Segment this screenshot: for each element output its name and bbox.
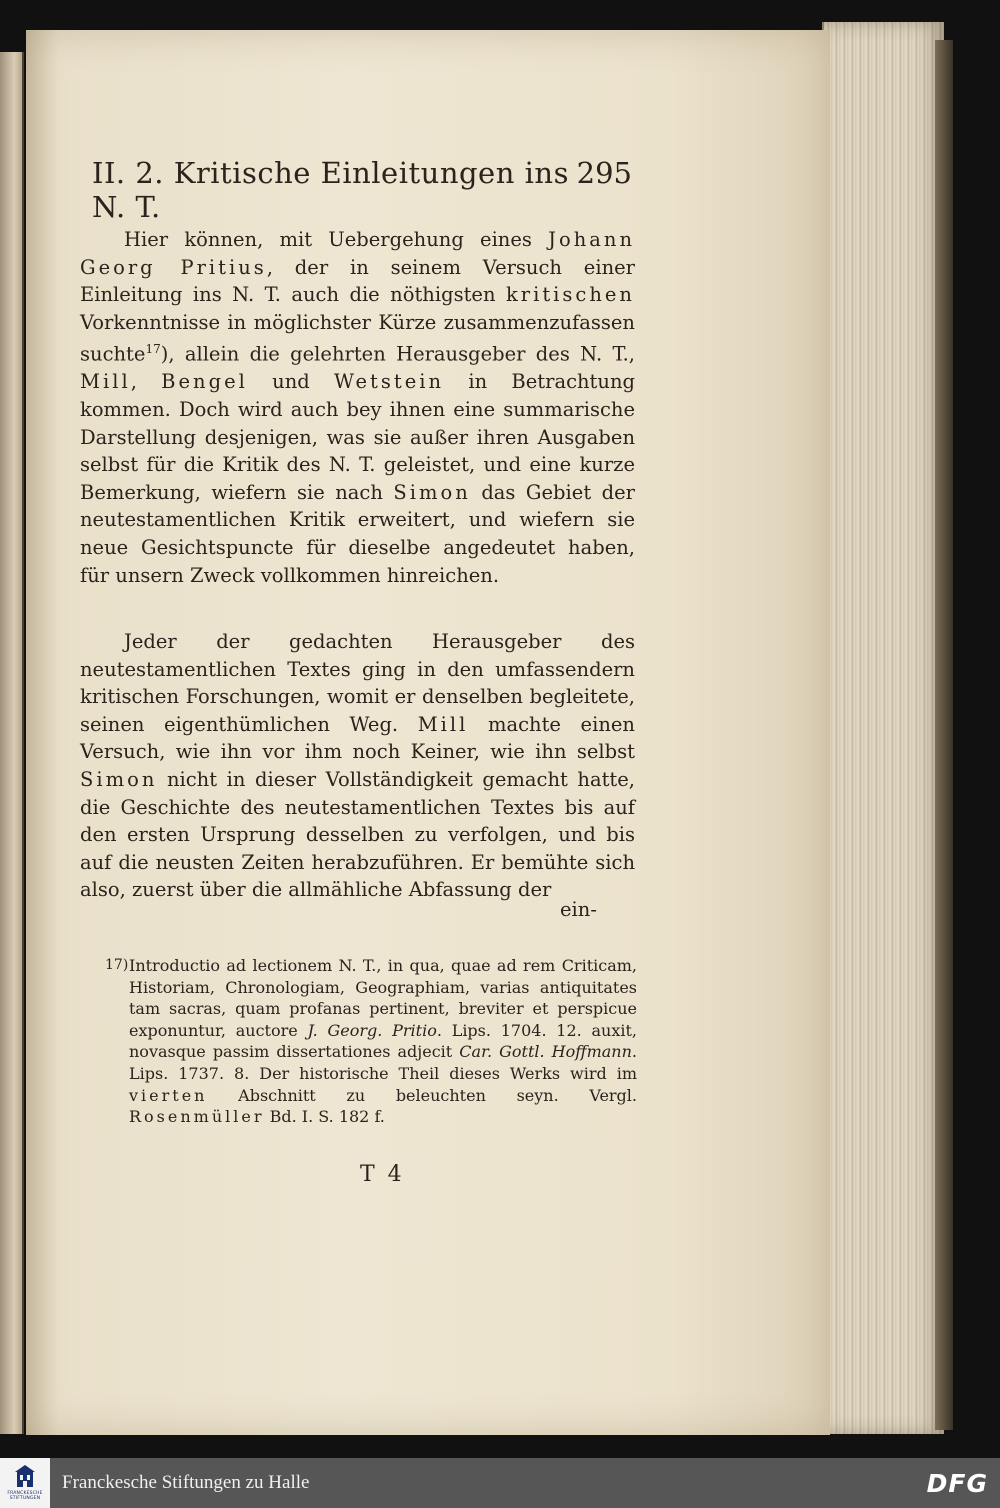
name-simon: Simon	[80, 767, 158, 791]
name-pritius: Johann Georg Pritius	[80, 228, 635, 279]
franckesche-logo[interactable]: FRANCKESCHE STIFTUNGEN	[0, 1458, 50, 1508]
name-mill: Mill	[417, 712, 469, 736]
running-header	[92, 156, 632, 224]
footnote: 17) Introductio ad lectionem N. T., in qua, quae ad rem Criticam, Historiam, Chronologiam, Geographiam, varias antiquitates tam sacras, quam profanas pertinent, breviter et perspicue exponuntur, auctore J. Georg. Pritio. Lips. 1704. 12. auxit, novasque passim dissertationes adjecit Car. Gottl. Hoffmann. Lips. 1737. 8. Der historische Theil dieses Werks wird im vierten Abschnitt zu beleuchten seyn. Vergl. Rosenmüller Bd. I. S. 182 f.	[105, 956, 637, 1127]
page-block-edges	[822, 22, 944, 1434]
dfg-logo[interactable]: DFG	[926, 1468, 988, 1498]
paragraph-1: Hier können, mit Uebergehung eines Johann Georg Pritius, der in seinem Versuch einer Einleitung ins N. T. auch die nöthigsten kritischen Vorkenntnisse in möglichster Kürze zusammenzufassen suchte$^{17}$), allein die gelehrten Herausgeber des N. T., Mill, Bengel und Wetstein in Betrachtung kommen. Doch wird auch bey ihnen eine summarische Darstellung desjenigen, was sie außer ihren Ausgaben selbst für die Kritik des N. T. geleistet, und eine kurze Bemerkung, wiefern sie nach Simon das Gebiet der neutestamentlichen Kritik erweitert, und wiefern sie neue Gesichtspuncte für dieselbe angedeutet haben, für unsern Zweck vollkommen hinreichen.	[80, 228, 635, 587]
signature-mark: T 4	[360, 1162, 405, 1187]
running-head: II. 2. Kritische Einleitungen ins N. T.	[92, 156, 569, 224]
editor-name: Car. Gottl. Hoffmann	[459, 1042, 632, 1062]
page-number: 295	[576, 156, 632, 190]
paragraph-2: Jeder der gedachten Herausgeber des neutestamentlichen Textes ging in den umfassendern kritischen Forschungen, womit er denselben begleitete, seinen eigenthümlichen Weg. Mill machte einen Versuch, wie ihn vor ihm noch Keiner, wie ihn selbst Simon nicht in dieser Vollständigkeit gemacht hatte, die Geschichte des neutestamentlichen Textes bis auf den ersten Ursprung desselben zu verfolgen, und bis auf die neusten Zeiten herabzuführen. Er bemühte sich also, zuerst über die allmähliche Abfassung der	[80, 630, 635, 902]
name-mill: Mill	[80, 370, 131, 394]
institution-logo-icon	[14, 1465, 36, 1491]
footnote-ref: 17	[145, 342, 161, 357]
footnote-mark: 17)	[105, 957, 129, 973]
name-simon: Simon	[393, 480, 471, 504]
left-page-edge	[0, 52, 24, 1434]
catchword: ein-	[560, 898, 597, 921]
institution-name[interactable]: Franckesche Stiftungen zu Halle	[62, 1472, 310, 1493]
name-rosenmueller: Rosenmüller	[129, 1107, 265, 1127]
book-cover-edge	[935, 40, 953, 1430]
footer-bar	[0, 1458, 1000, 1508]
name-wetstein: Wetstein	[334, 370, 445, 394]
name-bengel: Bengel	[161, 370, 248, 394]
author-name: J. Georg. Pritio	[307, 1020, 437, 1040]
